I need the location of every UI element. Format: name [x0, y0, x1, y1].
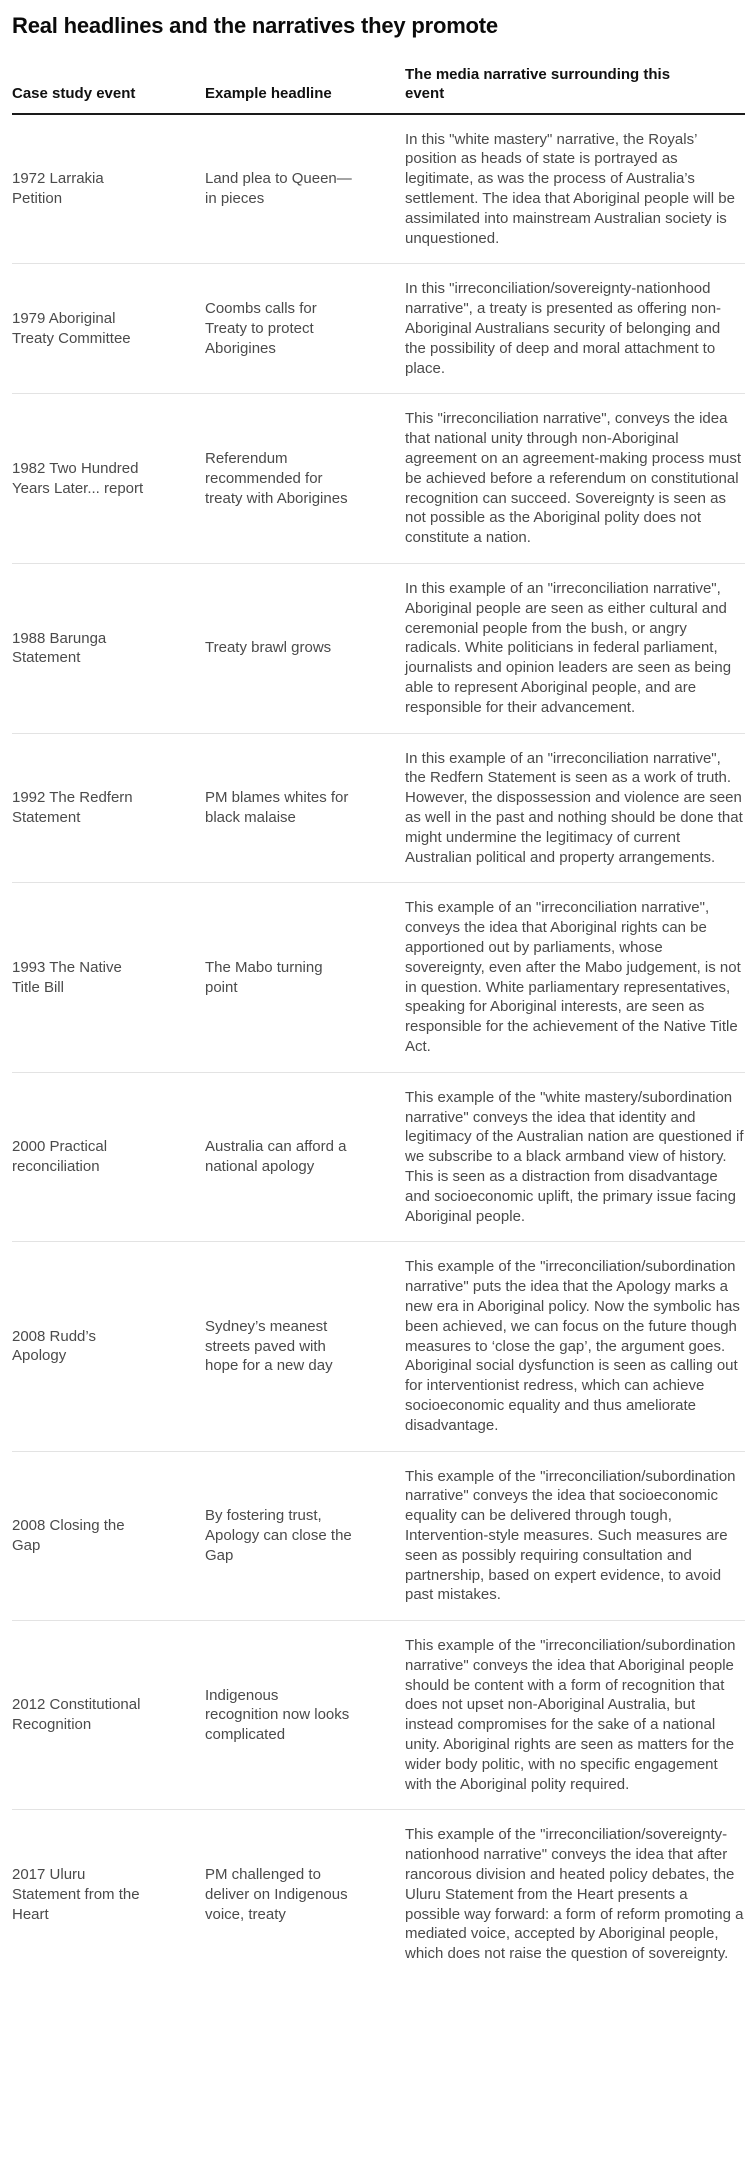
event-cell: 1979 Aboriginal Treaty Committee [12, 310, 131, 347]
headline-cell: Land plea to Queen—in pieces [205, 170, 352, 208]
table-row [12, 733, 745, 883]
event-cell: 2008 Closing the Gap [12, 1517, 125, 1554]
table-row [12, 264, 745, 394]
narrative-cell: In this "irreconciliation/sovereignty-nationhood narrative", a treaty is presented as offering non-Aboriginal Australians security of belonging and the possibility of deep and moral attachment to place. [405, 280, 722, 377]
narrative-cell: This example of the "irreconciliation/subordination narrative" puts the idea that the Apology marks a new era in Aboriginal policy. Now the symbolic has been achieved, we can focus on the future though measures to ‘close the gap’, the argument goes. Aboriginal social dysfunction is seen as calling out for interventionist redress, which can achieve socioeconomic equality and thus ameliorate disadvantage. [405, 1258, 740, 1434]
headline-cell: By fostering trust, Apology can close the Gap [205, 1507, 352, 1564]
column-header-label: Example headline [205, 84, 332, 102]
narrative-cell: This example of the "irreconciliation/subordination narrative" conveys the idea that socioeconomic equality can be delivered through tough, Intervention-style measures. Such measures are seen as possibly requiring consultation and partnership, based on expert evidence, to avoid past mistakes. [405, 1467, 736, 1604]
column-header-case-study-event [12, 66, 205, 114]
event-cell: 2012 Constitutional Recognition [12, 1696, 141, 1734]
table-header-row [12, 66, 745, 114]
headline-cell: The Mabo turning point [205, 958, 323, 996]
narrative-cell: This "irreconciliation narrative", conveys the idea that national unity through non-Aboriginal agreement on an agreement-making process must be achieved before a referendum on constitutional recognition can succeed. Sovereignty is seen as not possible as the Aboriginal polity does not constitute a nation. [405, 410, 742, 547]
narrative-cell: In this "white mastery" narrative, the Royals’ position as heads of state is portrayed as legitimate, as was the process of Australia’s settlement. The idea that Aboriginal people will be assimilated into mainstream Australian society is unquestioned. [405, 130, 735, 247]
table-row [12, 394, 745, 564]
headline-cell: Referendum recommended for treaty with Aborigines [205, 450, 348, 507]
table-row [12, 1451, 745, 1621]
table-row [12, 114, 745, 264]
headline-cell: Sydney’s meanest streets paved with hope for a new day [205, 1317, 333, 1375]
table-row [12, 1072, 745, 1242]
event-cell: 2017 Uluru Statement from the Heart [12, 1866, 140, 1923]
event-cell: 1988 Barunga Statement [12, 629, 107, 667]
narrative-cell: This example of the "irreconciliation/subordination narrative" conveys the idea that Aboriginal people should be content with a form of recognition that does not upset non-Aboriginal Australia, but instead compromises for the sake of a national unity. Aboriginal rights are seen as matters for the wider body politic, with no specific engagement with the Aboriginal polity required. [405, 1637, 736, 1793]
headline-cell: Treaty brawl grows [205, 639, 332, 657]
event-cell: 2000 Practical reconciliation [12, 1138, 108, 1176]
headline-cell: Australia can afford a national apology [205, 1138, 347, 1176]
table-row [12, 883, 745, 1072]
table-row [12, 564, 745, 734]
narrative-cell: In this example of an "irreconciliation narrative", Aboriginal people are seen as either cultural and ceremonial people from the bush, or angry radicals. White politicians in federal parliament, journalists and opinion leaders are seen as being able to represent Aboriginal people, and are responsible for their advancement. [405, 580, 732, 716]
column-header-example-headline [205, 66, 405, 114]
headline-cell: Coombs calls for Treaty to protect Aborigines [205, 300, 317, 357]
table-row [12, 1810, 745, 1979]
event-cell: 1993 The Native Title Bill [12, 958, 122, 996]
page-title: Real headlines and the narratives they promote [12, 13, 498, 38]
event-cell: 1992 The Redfern Statement [12, 789, 133, 826]
narrative-cell: In this example of an "irreconciliation narrative", the Redfern Statement is seen as a work of truth. However, the dispossession and violence are seen as well in the past and nothing should be done that might undermine the legitimacy of current Australian political and property arrangements. [405, 749, 743, 866]
event-cell: 2008 Rudd’s Apology [12, 1327, 96, 1365]
event-cell: 1972 Larrakia Petition [12, 170, 104, 208]
event-cell: 1982 Two Hundred Years Later... report [12, 459, 144, 497]
headlines-table [12, 66, 745, 1979]
narrative-cell: This example of an "irreconciliation narrative", conveys the idea that Aboriginal rights can be apportioned out by parliaments, whose sovereignty, even after the Mabo judgement, is not in question. White parliamentary representatives, speaking for Aboriginal interests, are seen as responsible for the achievement of the Native Title Act. [405, 899, 741, 1055]
narrative-cell: This example of the "irreconciliation/sovereignty-nationhood narrative" conveys the idea that after rancorous division and heated policy debates, the Uluru Statement from the Heart presents a possible way forward: a form of reform promoting a mediated voice, accepted by Aboriginal people, which does not raise the question of sovereignty. [405, 1826, 744, 1963]
headline-cell: Indigenous recognition now looks complicated [205, 1686, 350, 1744]
column-header-media-narrative [405, 66, 745, 114]
column-header-label: Case study event [12, 84, 136, 102]
narrative-cell: This example of the "white mastery/subordination narrative" conveys the idea that identity and legitimacy of the Australian nation are questioned if we subscribe to a black armband view of history. This is seen as a distraction from disadvantage and socioeconomic uplift, the primary issue facing Aboriginal people. [405, 1088, 744, 1225]
column-header-label: The media narrative surrounding this event [405, 66, 671, 102]
table-row [12, 1621, 745, 1810]
table-row [12, 1242, 745, 1451]
headline-cell: PM challenged to deliver on Indigenous voice, treaty [205, 1866, 348, 1923]
headline-cell: PM blames whites for black malaise [205, 789, 349, 826]
